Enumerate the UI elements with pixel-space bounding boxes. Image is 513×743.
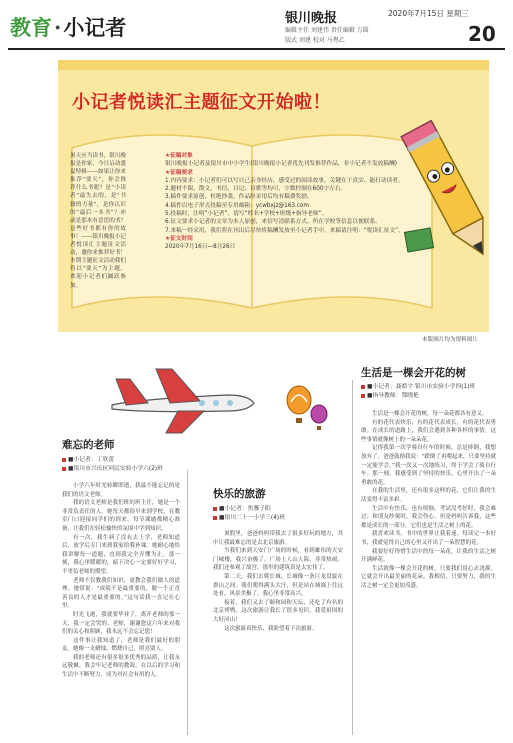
newspaper-brand: 银川晚报 (285, 11, 338, 26)
staff-line-1: 编辑主任 刘建伟 责任编辑 万圆 (285, 27, 369, 34)
airplane-illustration (108, 365, 258, 437)
image-credit: 本版图片均为资料图片 (422, 337, 478, 343)
section-sub: 小记者 (63, 15, 127, 40)
notice-period: 2020年7月16日—8月26日 (165, 244, 236, 251)
issue-date: 2020年7月15日 星期三 (388, 9, 469, 18)
article-title: 生活是一棵会开花的树 (361, 367, 466, 379)
banner-intro-text: 暑天应当读书，银川晚报是你家，今日启动盛夏特辑——如果让你来推荐“要天”，你会推荐什么书呢？是“小读者”最失去的，是“书籍的力量”，是你认识的“最后一本书”？亦或是那本有意思的书？这些好书都有你的故事！——银川晚报小记者悦读汇主题征文活动，邀你来推荐好书！本期主题征文活动我们将以“要天”为主题，欢迎小记者们踊跃参加。 (70, 153, 126, 289)
header-rule (8, 48, 505, 50)
notice-item: 7.来稿一经采用，我们将在刊出后尽快将稿酬发放至小记者手中。来稿请注明：“悦读汇征文”。 (165, 227, 404, 234)
article-body: 暑假里，爸爸妈妈带我去了很多好玩的地方，其中让我最难忘的是去北京旅游。 当我们来到天安门广场的时候，看到雄伟的天安门城楼，我兴奋极了。广场上人山人海，非常热闹。我们还参观了故宫，那里的建筑真是太宏伟了。 第二天，我们去爬长城。长城像一条巨龙盘旋在群山之间。我们爬得满头大汗，但是站在城墙上往远处看，风景美极了，我心里非常高兴。 接着，我们又去了颐和园和天坛，还吃了有名的北京烤鸭。这次旅游让我长了很多见识，我爱祖国的大好河山！ 这次旅游真快乐，我盼望着下次旅游。 (213, 531, 343, 632)
notice-item: 4.稿件以电子形式投稿至专用邮箱：ycwbxjz@163.com (165, 202, 309, 209)
banner-title: 小记者悦读汇主题征文开始啦！ (72, 92, 331, 113)
article-body: 生活是一棵会开花的树，每一朵花都各有意义。 有的花代表快乐，有的花代表成长，有的花代表勇敢。在成长的道路上，我们会遇到各种各样的事情，这些事情就像树上的一朵朵花。 记得我第一次学骑自行车的时候，总是摔倒，我想放弃了。爸爸鼓励我说：“跌倒了再爬起来，只要坚持就一定能学会。”我一次又一次地练习，终于学会了骑自行车。那一刻，我感受到了坚持的快乐，心里开出了一朵勇敢的花。 在我的生活里，还有很多这样的花，它们让我的生活变得丰富多彩。 生活中有快乐，也有烦恼。考试没考好时，我会难过；和朋友吵架时，我会伤心。但是妈妈告诉我，这些都是成长的一部分，它们也是生活之树上的花。 我喜欢读书，书中的世界让我着迷。每读完一本好书，我就觉得自己的心里又开出了一朵智慧的花。 我要好好珍惜生活中的每一朵花，让我的生活之树开满鲜花。 生活就像一棵会开花的树，只要我们用心去浇灌，它就会开出最美丽的花朵。我相信，只要努力，我的生活之树一定会更加茂盛。 (361, 411, 496, 589)
article-author: ■小记者：丁欣蕾 (62, 456, 114, 465)
notice-heading-period: ★征文时间 (165, 235, 193, 242)
article-author: ■小记者：焦馨子阳 (213, 505, 271, 514)
page-number: 20 (468, 22, 496, 46)
notice-heading-requirements: ★征稿要求 (165, 169, 193, 176)
notice-heading-target: ★征稿对象 (165, 153, 193, 159)
section-dot: · (54, 15, 62, 40)
section-main: 教育 (10, 15, 52, 40)
hot-air-balloons-illustration (283, 384, 333, 439)
article-school: ■银川市兴庆区回民实验小学六(2)班 (62, 465, 163, 474)
notice-item: 2.题材不限，散文、书信、日记、诗歌等均可，字数控制在600字左右。 (165, 186, 347, 193)
article-school: ■银川二十一小学三(4)班 (213, 514, 285, 523)
article-author: ■小记者：聂皓宇 银川市实验小学四(1)班 (361, 383, 475, 392)
column-divider (352, 380, 353, 735)
notice-item: 3.稿件要求原创，杜绝抄袭，作品经采用后均有稿费奖励。 (165, 194, 313, 201)
pencil-character-illustration (400, 110, 500, 270)
notice-target-text: 银川晚报小记者及银川市中小学生(银川晚报小记者优先刊发推荐作品，非小记者不发放稿酬) (165, 161, 397, 168)
article-title: 快乐的旅游 (213, 488, 266, 500)
column-divider (187, 470, 188, 735)
section-header (10, 12, 126, 42)
staff-line-2: 版式 刘建 校对 马粤乙 (285, 37, 345, 44)
notice-item: 5.投稿时，注明“小记者”，请写“姓名+学校+班级+指导老师”。 (165, 211, 328, 218)
banner-strip (58, 60, 489, 70)
article-body: 小学六年时光转瞬即逝，我最不能忘记的是我们的语文老师。 我的语文老师是我们班的班主任，她是一个非常负责任的人。她每天都很早来到学校，在教室门口迎接同学们的到来。每节课她都精心准备，让我们在轻松愉快的氛围中学到知识。 有一次，我生病了没有去上学，老师知道后，放学后专门来到我家给我补课。她耐心地给我讲解每一道题，直到我完全弄懂为止。那一刻，我心里暖暖的，暗下决心一定要好好学习，不辜负老师的期望。 老师不仅教我们知识，更教会我们做人的道理。她常说：“成绩不是最重要的，做一个正直善良的人才是最重要的。”这句话我一直记在心里。 时光飞逝，我就要毕业了，离开老师的那一天，我一定会哭的。老师，谢谢您这六年来对我们的关心和照顾，我永远不会忘记您！ 这件事让我知道了，老师是我们最好的朋友。她像一支蜡烛，燃烧自己，照亮别人。 我的老师还有很多很多优秀的品质，让我永远敬佩。我会牢记老师的教诲，在以后的学习和生活中不断努力，成为对社会有用的人。 (62, 483, 180, 679)
notice-item: 6.征文要求小记者的文章为本人原创，来信写清联系方式、所在学校等信息以便联系。 (165, 219, 381, 226)
article-school: ■指导教师：鄂晓艳 (361, 392, 419, 401)
article-title: 难忘的老师 (62, 439, 115, 451)
notice-item: 1.内容要求：小记者们可以写自己亲身经历、感受过的阅读故事，关键在于真实、能打动读者。 (165, 177, 404, 184)
